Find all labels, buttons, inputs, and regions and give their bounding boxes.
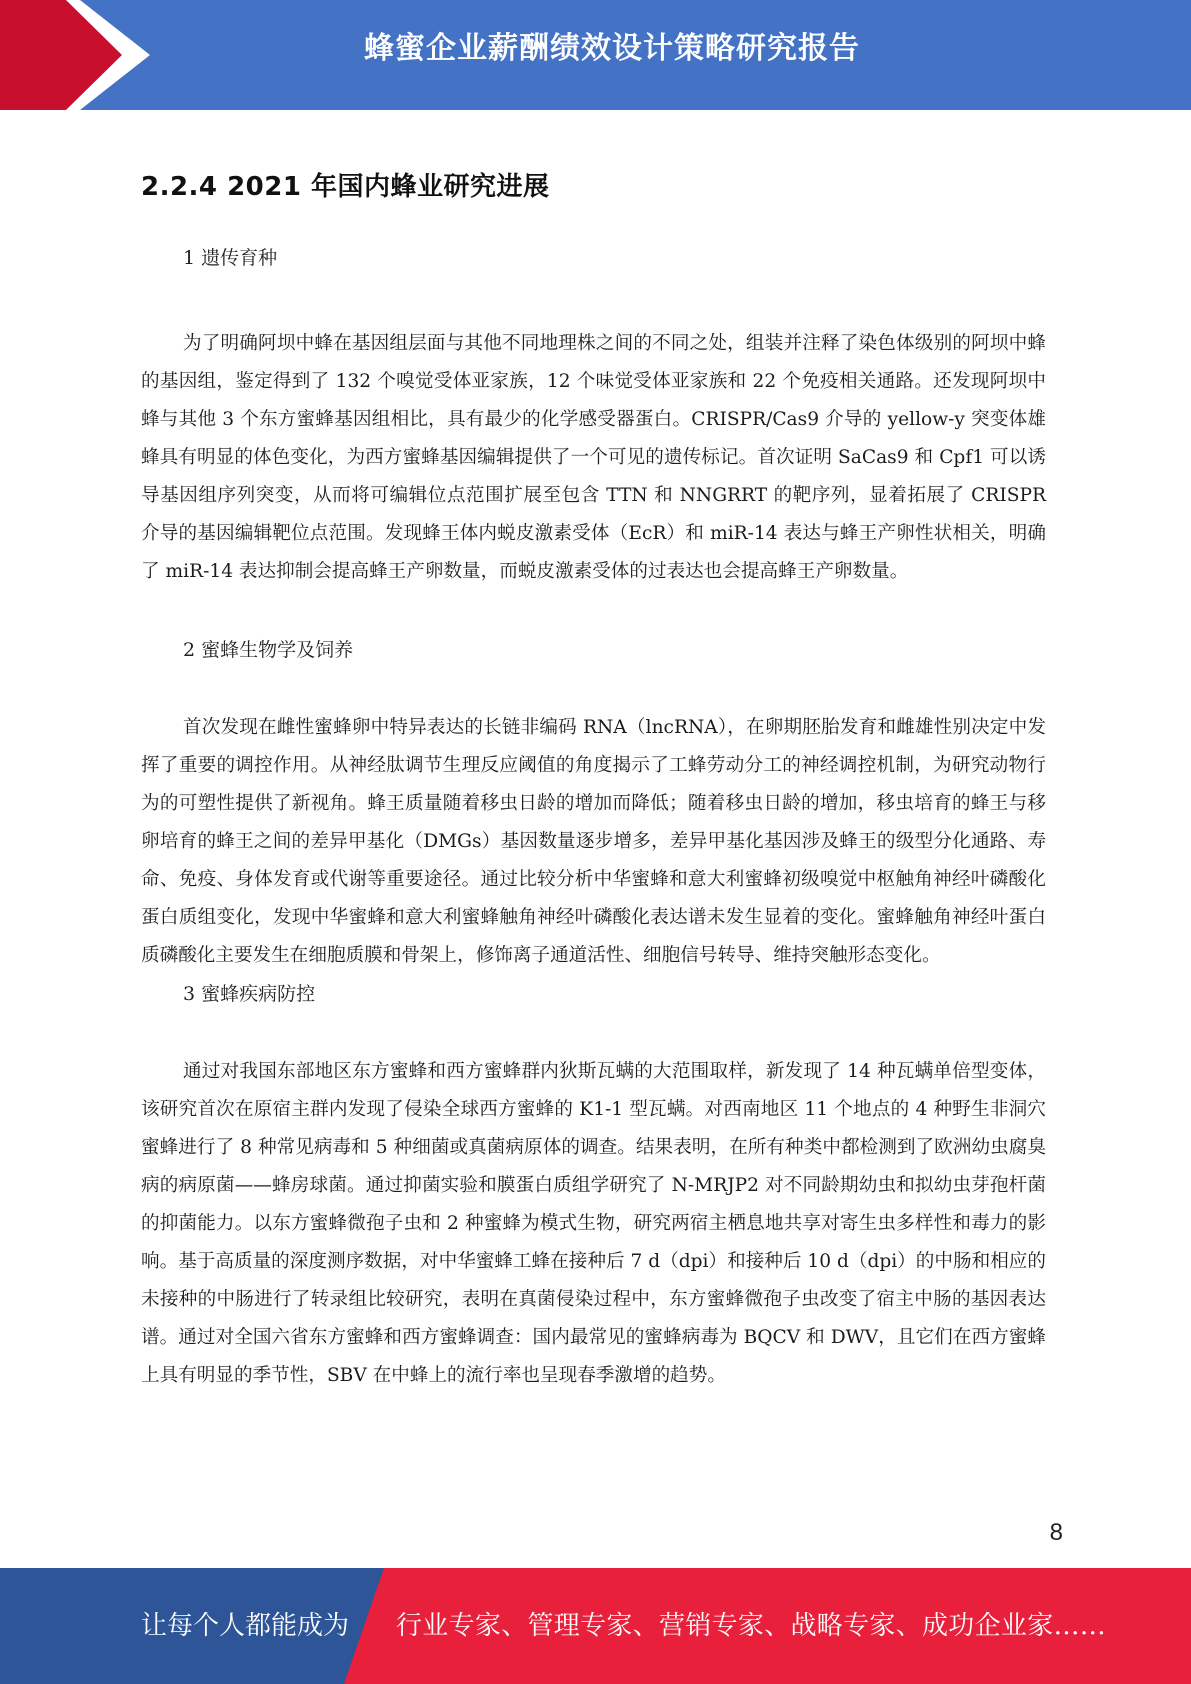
section-heading: 2.2.4 2021 年国内蜂业研究进展 — [141, 172, 550, 202]
page-number: 8 — [1049, 1519, 1063, 1546]
paragraph-genetics: 为了明确阿坝中蜂在基因组层面与其他不同地理株之间的不同之处，组装并注释了染色体级别的阿坝中蜂的基因组，鉴定得到了 132 个嗅觉受体亚家族，12 个味觉受体亚家族和 22 个免疫相关通路。还发现阿坝中蜂与其他 3 个东方蜜蜂基因组相比，具有最少的化学感受器蛋白。CRISPR/Cas9 介导的 yellow-y 突变体雄蜂具有明显的体色变化，为西方蜜蜂基因编辑提供了一个可见的遗传标记。首次证明 SaCas9 和 Cpf1 可以诱导基因组序列突变，从而将可编辑位点范围扩展至包含 TTN 和 NNGRRT 的靶序列，显着拓展了 CRISPR 介导的基因编辑靶位点范围。发现蜂王体内蜕皮激素受体（EcR）和 miR-14 表达与蜂王产卵性状相关，明确了 miR-14 表达抑制会提高蜂王产卵数量，而蜕皮激素受体的过表达也会提高蜂王产卵数量。 — [141, 333, 1046, 582]
subsection-title-disease: 3 蜜蜂疾病防控 — [183, 983, 316, 1005]
subsection-title-biology: 2 蜜蜂生物学及饲养 — [183, 639, 354, 661]
footer-band — [0, 1568, 1191, 1684]
header-chevron-decoration — [0, 0, 160, 110]
subsection-title-genetics: 1 遗传育种 — [183, 247, 278, 269]
paragraph-biology: 首次发现在雌性蜜蜂卵中特异表达的长链非编码 RNA（lncRNA），在卵期胚胎发育和雌雄性别决定中发挥了重要的调控作用。从神经肽调节生理反应阈值的角度揭示了工蜂劳动分工的神经调控机制，为研究动物行为的可塑性提供了新视角。蜂王质量随着移虫日龄的增加而降低；随着移虫日龄的增加，移虫培育的蜂王与移卵培育的蜂王之间的差异甲基化（DMGs）基因数量逐步增多，差异甲基化基因涉及蜂王的级型分化通路、寿命、免疫、身体发育或代谢等重要途径。通过比较分析中华蜜蜂和意大利蜜蜂初级嗅觉中枢触角神经叶磷酸化蛋白质组变化，发现中华蜜蜂和意大利蜜蜂触角神经叶磷酸化表达谱未发生显着的变化。蜜蜂触角神经叶蛋白质磷酸化主要发生在细胞质膜和骨架上，修饰离子通道活性、细胞信号转导、维持突触形态变化。 — [141, 717, 1046, 966]
report-title: 蜂蜜企业薪酬绩效设计策略研究报告 — [364, 31, 860, 66]
footer-slogan-left: 让每个人都能成为 — [141, 1611, 350, 1641]
header-band — [0, 0, 1191, 110]
document-body — [141, 150, 1046, 1395]
paragraph-disease: 通过对我国东部地区东方蜜蜂和西方蜜蜂群内狄斯瓦螨的大范围取样，新发现了 14 种瓦螨单倍型变体，该研究首次在原宿主群内发现了侵染全球西方蜜蜂的 K1-1 型瓦螨。对西南地区 11 个地点的 4 种野生非洞穴蜜蜂进行了 8 种常见病毒和 5 种细菌或真菌病原体的调查。结果表明，在所有种类中都检测到了欧洲幼虫腐臭病的病原菌——蜂房球菌。通过抑菌实验和膜蛋白质组学研究了 N-MRJP2 对不同龄期幼虫和拟幼虫芽孢杆菌的抑菌能力。以东方蜜蜂微孢子虫和 2 种蜜蜂为模式生物，研究两宿主栖息地共享对寄生虫多样性和毒力的影响。基于高质量的深度测序数据，对中华蜜蜂工蜂在接种后 7 d（dpi）和接种后 10 d（dpi）的中肠和相应的未接种的中肠进行了转录组比较研究，表明在真菌侵染过程中，东方蜜蜂微孢子虫改变了宿主中肠的基因表达谱。通过对全国六省东方蜜蜂和西方蜜蜂调查：国内最常见的蜜蜂病毒为 BQCV 和 DWV，且它们在西方蜜蜂上具有明显的季节性，SBV 在中蜂上的流行率也呈现春季激增的趋势。 — [141, 1061, 1046, 1386]
footer-slogan-right: 行业专家、管理专家、营销专家、战略专家、成功企业家…… — [396, 1611, 1107, 1641]
